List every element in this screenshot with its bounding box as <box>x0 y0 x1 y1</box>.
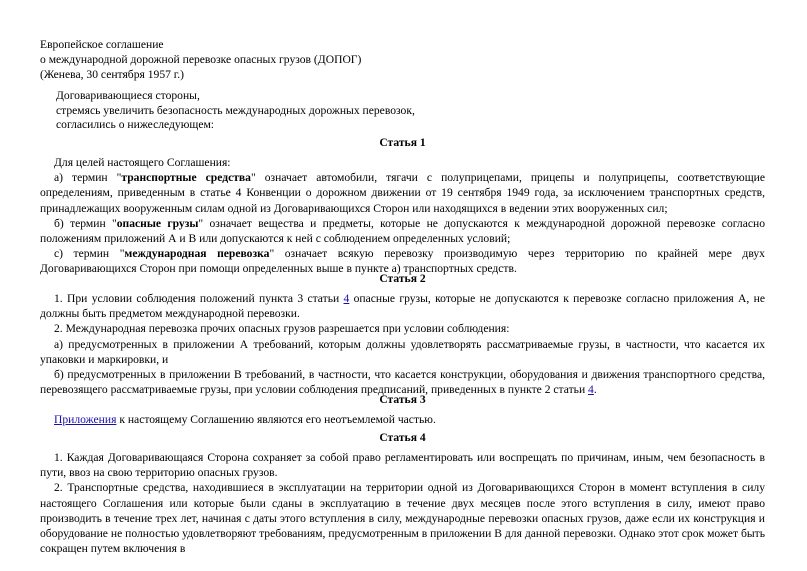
preamble-line: согласились о нижеследующем: <box>56 118 215 131</box>
link-article-4[interactable]: 4 <box>343 292 350 305</box>
article-1-item-c: с) термин "международная перевозка" означает всякую перевозку производимую через территорию по крайней мере двух Договаривающихся Сторон при помощи определенных выше в пункте а) транспортных средств. <box>40 247 765 276</box>
article-2-item-b: б) предусмотренных в приложении В требований, в частности, что касается конструкции, оборудования и движения транспортного средства, перевозящего рассматриваемые грузы, при условии соблюдения предписаний, приведенных в пункте 2 статьи 4. <box>40 368 765 397</box>
article-2-title: Статья 2 <box>379 272 426 285</box>
article-1-intro: Для целей настоящего Соглашения: <box>54 156 231 169</box>
link-article-4[interactable]: 4 <box>588 383 594 397</box>
article-4-title: Статья 4 <box>379 431 426 444</box>
article-2-para-2: 2. Международная перевозка прочих опасных грузов разрешается при условии соблюдения: <box>54 322 510 336</box>
link-annexes[interactable]: Приложения <box>54 413 117 426</box>
article-3-text: Приложения к настоящему Соглашению являются его неотъемлемой частью. <box>54 413 436 426</box>
article-1 <box>40 136 765 277</box>
term-dangerous-goods: опасные грузы <box>116 216 199 230</box>
article-3 <box>40 393 765 427</box>
article-2-item-a: а) предусмотренных в приложении А требований, которым должны удовлетворять рассматриваемые грузы, в частности, что касается их упаковки и маркировки, и <box>40 337 765 366</box>
article-4-para-2: 2. Транспортные средства, находившиеся в эксплуатации на территории одной из Договаривающихся Сторон в момент вступления в силу настоящего Соглашения или которые были сданы в эксплуатацию в течение двух месяцев после этого вступления в силу, имеют право производить в течение трех лет, начиная с даты этого вступления в силу, международные перевозки опасных грузов, даже если их конструкция и оборудование не полностью удовлетворяют требованиям, предусмотренным в приложении В для данной перевозки. Однако этот срок может быть сокращен путем включения в <box>40 481 765 556</box>
preamble-line: Договаривающиеся стороны, <box>56 89 200 102</box>
article-4-para-1: 1. Каждая Договаривающаяся Сторона сохраняет за собой право регламентировать или воспрещать по причинам, иным, чем безопасность в пути, ввоз на свою территорию опасных грузов. <box>40 451 765 480</box>
article-3-title: Статья 3 <box>379 393 426 406</box>
preamble <box>56 89 415 133</box>
preamble-line: стремясь увеличить безопасность международных дорожных перевозок, <box>56 103 415 117</box>
article-4 <box>40 431 765 556</box>
term-international-carriage: международная перевозка <box>124 247 270 261</box>
article-1-item-b: б) термин "опасные грузы" означает вещества и предметы, которые не допускаются к международной дорожной перевозке согласно положениям приложений А и В или допускаются к ней с соблюдением определенных условий; <box>40 216 765 246</box>
document-header <box>40 37 361 82</box>
header-line: о международной дорожной перевозке опасных грузов (ДОПОГ) <box>40 53 362 66</box>
article-1-title: Статья 1 <box>379 136 426 149</box>
article-1-item-a: а) термин "транспортные средства" означает автомобили, тягачи с полуприцепами, прицепы и полуприцепы, соответствующие определениям, приведенным в статье 4 Конвенции о дорожном движении от 19 сентября 1949 года, за исключением транспортных средств, принадлежащих вооруженным силам одной из Договаривающихся Сторон или находящихся в ведении этих вооруженных сил; <box>40 171 765 215</box>
header-line: (Женева, 30 сентября 1957 г.) <box>40 68 185 81</box>
term-vehicles: транспортные средства <box>121 171 251 185</box>
header-line: Европейское соглашение <box>40 38 164 51</box>
article-2 <box>40 272 765 397</box>
article-2-para-1: 1. При условии соблюдения положений пункта 3 статьи 4 опасные грузы, которые не допускаются к перевозке согласно приложения А, не должны быть предметом международной перевозки. <box>40 292 765 321</box>
